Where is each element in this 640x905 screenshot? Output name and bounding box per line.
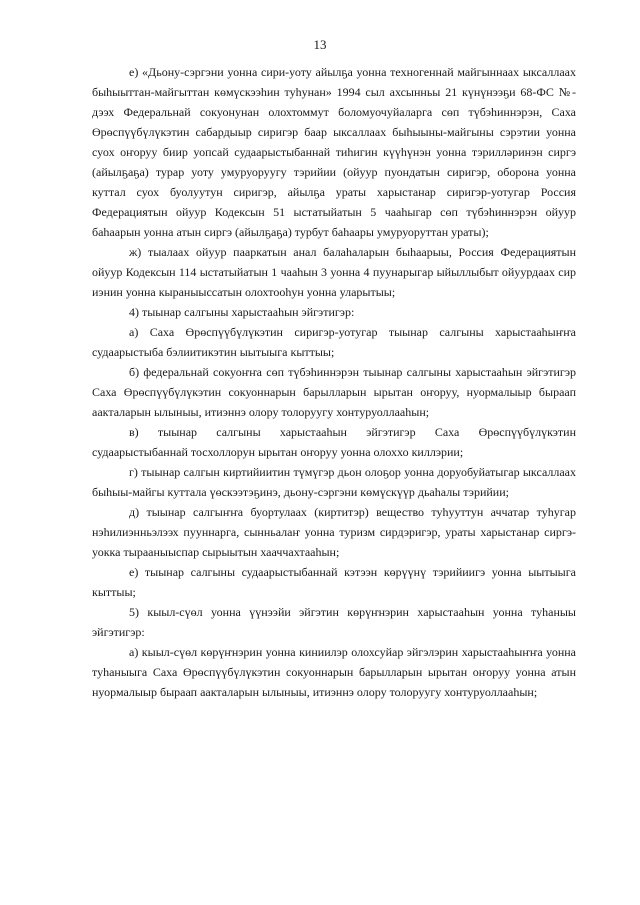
paragraph-g-air-emergency: г) тыынар салгын киртийиитин түмүгэр дьон олоҕор уонна доруобуйатыгар ыксаллаах быһыы-майгы куттала үөскээтэҕинэ, дьону-сэргэни көмүскүүр дьаһалы тэрийии; [92,465,576,499]
paragraph-a-fauna-legislation: а) кыыл-сүөл көрүҥнэрин уонна киниилэр олохсуйар эйгэлэрин харыстааһыҥҥа уонна туһаныыга Саха Өрөспүүбүлүкэтин сокуоннарын барылларын ырытан оҥоруу уонна атын нуормалыыр быраап аакталарын ылыныы, итиэннэ олору толоруугу хонтуруоллааһын; [92,645,576,699]
paragraph-e-civil-protection: е) «Дьону-сэргэни уонна сири-уоту айылҕа уонна техногеннай майгыннаах ыксаллаах быһыыттан-майгыттан көмүскээһин туһунан» 1994 сыл ахсынньы 21 күнүнээҕи 68-ФС №-дээх Федеральнай сокуонунан олохтоммут боломуочуйаларга сөп түбэһиннэрэн, Саха Өрөспүүбүлүкэтин сабардыыр сиригэр баар ыксаллаах быһыыны-майгыны сэрэтии уонна суох оҥоруу биир уопсай судаарыстыбаннай тиһигин күүһүнэн уонна тэрилләринэн сиргэ (айылҕаҕа) турар уоту умуруоруугу тэрийии (ойуур пуондатын сиригэр, оборона уонна куттал суох буолуутун сиригэр, айылҕа ураты харыстанар сиригэр-уотугар Россия Федерациятын ойуур Кодексын 51 ыстатыйатын 5 чааһыгар сөп түбэһиннэрэн ойуур баһаарын уонна атын сиргэ (айылҕаҕа) турбут баһаары умуруоруттан ураты); [92,65,576,239]
paragraph-b-air-legislation: б) федеральнай сокуоҥҥа сөп түбэһиннэрэн тыынар салгыны харыстааһын эйгэтигэр Саха Өрөспүүбүлүкэтин сокуоннарын барылларын ырытан оҥоруу, нуормалыыр быраап аакталарын ылыныы, итиэннэ олору толоруугу хонтуруоллааһын; [92,365,576,419]
paragraph-d-air-transport-limits: д) тыынар салгыҥҥа буортулаах (киртитэр) вещество туһууттун аччатар туһугар нэһилиэнньэлээх пууннарга, сынньалаҥ уонна туризм сирдэригэр, ураты харыстанар сиргэ-уокка тырааныыспар сырыытын хааччахтааһын; [92,505,576,559]
paragraph-5-fauna-flora-heading: 5) кыыл-сүөл уонна үүнээйи эйгэтин көрүҥнэрин харыстааһын уонна туһаныы эйгэтигэр: [92,605,576,639]
page-number: 13 [313,37,327,52]
paragraph-4-air-protection-heading: 4) тыынар салгыны харыстааһын эйгэтигэр: [129,305,355,319]
paragraph-e-air-monitoring: е) тыынар салгыны судаарыстыбаннай кэтээн көрүүнү тэрийиигэ уонна ыытыыга кыттыы; [92,565,576,599]
paragraph-zh-forest-park: ж) тыалаах ойуур пааркатын анал балаһаларын быһаарыы, Россия Федерациятын ойуур Кодексын 114 ыстатыйатын 1 чааһын 3 уонна 4 пуунарыгар ыйыллыбыт ойуурдаах сир иэнин уонна кыраныыссатын олохтооһун уонна уларытыы; [92,245,576,299]
paragraph-a-air-policy: а) Саха Өрөспүүбүлүкэтин сиригэр-уотугар тыынар салгыны харыстааһыҥҥа судаарыстыба бэлиитикэтин ыытыыга кыттыы; [92,325,576,359]
paragraph-v-air-programs: в) тыынар салгыны харыстааһын эйгэтигэр Саха Өрөспүүбүлүкэтин судаарыстыбаннай тосхоллорун ырытан оҥоруу уонна олоххо киллэрии; [92,425,576,459]
document-body [92,62,576,702]
